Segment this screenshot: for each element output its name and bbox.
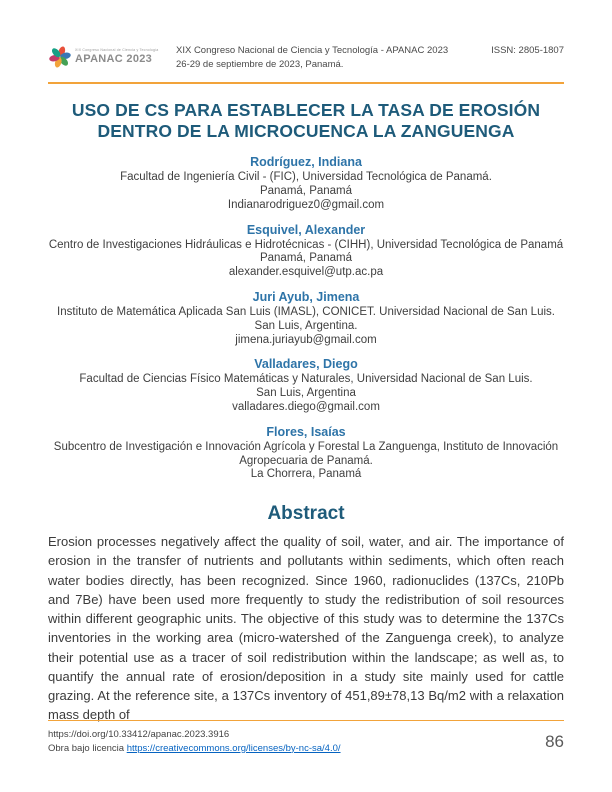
author-affiliation: Subcentro de Investigación e Innovación Agrícola y Forestal La Zanguenga, Instituto de Innovación Agropecuaria de Panamá. bbox=[53, 440, 559, 467]
author-block bbox=[48, 155, 564, 212]
conference-name: XIX Congreso Nacional de Ciencia y Tecnología - APANAC 2023 bbox=[176, 45, 449, 56]
paper-title bbox=[48, 100, 564, 143]
page-number: 86 bbox=[545, 731, 564, 751]
author-name: Rodríguez, Indiana bbox=[250, 155, 362, 170]
author-email: valladares.diego@gmail.com bbox=[232, 400, 380, 413]
author-block bbox=[48, 290, 564, 347]
paper-title-line1: USO DE CS PARA ESTABLECER LA TASA DE EROSIÓN bbox=[71, 99, 541, 120]
doi-text: https://doi.org/10.33412/apanac.2023.3916 bbox=[48, 729, 230, 740]
license-link[interactable]: https://creativecommons.org/licenses/by-nc-sa/4.0/ bbox=[126, 742, 341, 754]
abstract-heading: Abstract bbox=[267, 503, 345, 525]
conference-dates: 26-29 de septiembre de 2023, Panamá. bbox=[176, 59, 344, 71]
author-name: Flores, Isaías bbox=[266, 424, 346, 439]
author-affiliation: Facultad de Ciencias Físico Matemáticas y Naturales, Universidad Nacional de San Luis. bbox=[79, 373, 533, 386]
apanac-logo bbox=[48, 44, 166, 70]
author-email: jimena.juriayub@gmail.com bbox=[235, 333, 377, 346]
conference-info bbox=[176, 44, 448, 73]
page-header bbox=[48, 44, 564, 73]
footer-divider bbox=[48, 720, 564, 721]
pinwheel-logo-icon bbox=[48, 44, 72, 70]
author-block bbox=[48, 357, 564, 414]
author-affiliation: Facultad de Ingeniería Civil - (FIC), Universidad Tecnológica de Panamá. bbox=[120, 171, 492, 184]
author-email: alexander.esquivel@utp.ac.pa bbox=[228, 266, 384, 279]
author-name: Valladares, Diego bbox=[254, 357, 358, 372]
paper-title-line2: DENTRO DE LA MICROCUENCA LA ZANGUENGA bbox=[97, 120, 515, 141]
author-location: Panamá, Panamá bbox=[259, 252, 353, 265]
logo-small-text: XIX Congreso Nacional de Ciencia y Tecnología bbox=[75, 48, 159, 53]
license-line bbox=[48, 742, 341, 756]
logo-main-text: APANAC 2023 bbox=[75, 52, 153, 65]
license-prefix: Obra bajo licencia bbox=[48, 742, 127, 754]
authors-section bbox=[48, 155, 564, 482]
author-location: San Luis, Argentina bbox=[256, 387, 356, 400]
author-name: Esquivel, Alexander bbox=[246, 222, 366, 237]
author-affiliation: Instituto de Matemática Aplicada San Luis (IMASL), CONICET. Universidad Nacional de San Luis. bbox=[57, 305, 555, 318]
page-footer bbox=[48, 720, 564, 756]
author-block bbox=[48, 223, 564, 280]
author-block bbox=[48, 425, 564, 482]
header-divider bbox=[48, 82, 564, 84]
author-location: Panamá, Panamá bbox=[259, 184, 353, 197]
issn-label: ISSN: 2805-1807 bbox=[491, 45, 564, 56]
footer-meta bbox=[48, 728, 341, 756]
logo-text-block bbox=[75, 49, 158, 65]
author-affiliation: Centro de Investigaciones Hidráulicas e Hidrotécnicas - (CIHH), Universidad Tecnológica de Panamá bbox=[48, 238, 564, 251]
abstract-text: Erosion processes negatively affect the quality of soil, water, and air. The importance of erosion in the transfer of nutrients and pollutants within sediments, which often reach water bodies directly, has been recognized. Since 1960, radionuclides (137Cs, 210Pb and 7Be) have been used more frequently to study the redistribution of soil resources within different geographic units. The objective of this study was to determine the 137Cs inventories in the working area (micro-watershed of the Zanguenga creek), to analyze their potential use as a tracer of soil redistribution within the landscape; as well as, to quantify the annual rate of erosion/deposition in a study site mainly used for cattle grazing. At the reference site, a 137Cs inventory of 451,89±78,13 Bq/m2 with a relaxation mass depth of bbox=[48, 534, 564, 723]
author-email: Indianarodriguez0@gmail.com bbox=[227, 198, 385, 211]
author-location: La Chorrera, Panamá bbox=[250, 468, 362, 481]
author-name: Juri Ayub, Jimena bbox=[252, 289, 360, 304]
author-location: San Luis, Argentina. bbox=[254, 319, 358, 332]
